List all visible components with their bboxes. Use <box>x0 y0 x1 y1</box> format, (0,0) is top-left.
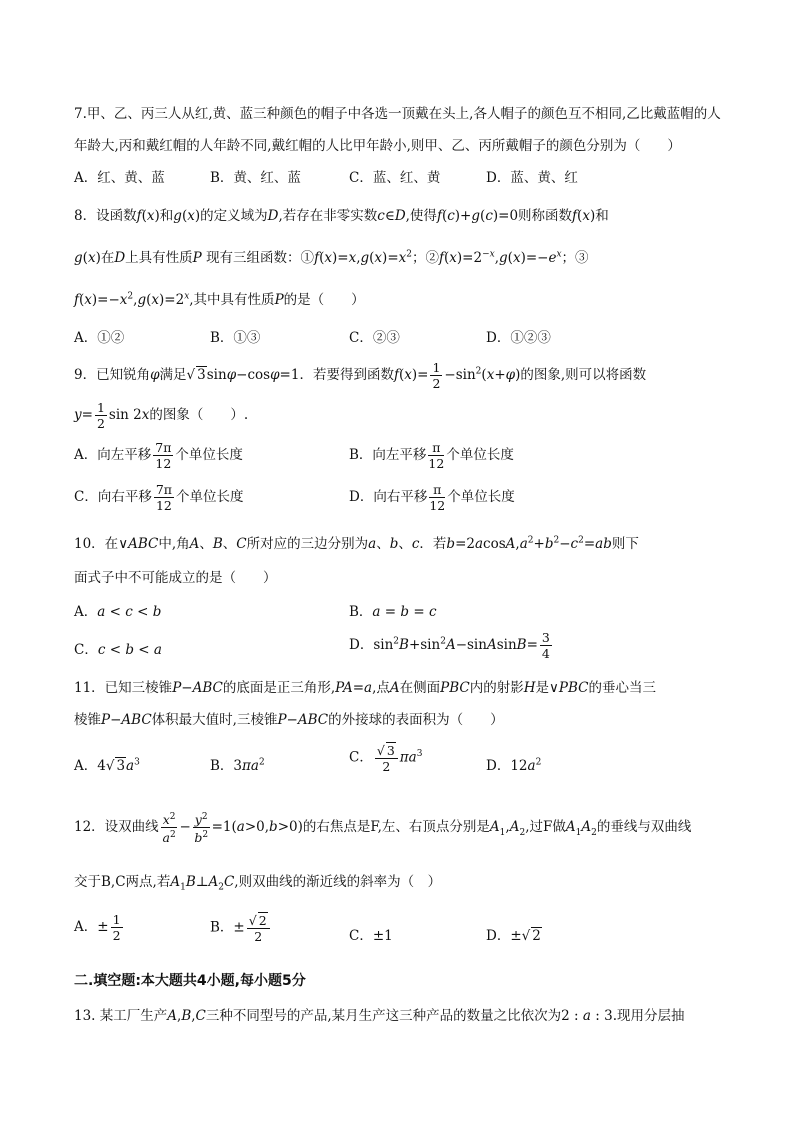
q9-option-d: D．向右平移 $\frac{\pi}{12}$ 个单位长度 <box>349 482 515 513</box>
q7-line2: 年龄大,丙和戴红帽的人年龄不同,戴红帽的人比甲年龄小,则甲、乙、丙所戴帽子的颜色分别为（ ） <box>74 138 681 154</box>
q8-option-b: B．①③ <box>210 330 261 346</box>
q11-option-c: C． $\frac{√ 3}{2}$ $\pi a^3$ <box>349 743 423 774</box>
q10-option-a: A．a < c < b <box>74 604 162 620</box>
q11-option-d: D．$12a^2$ <box>486 757 542 774</box>
q11-line2: 棱锥P−ABC体积最大值时,三棱锥P−ABC的外接球的表面积为（ ） <box>74 712 504 728</box>
q8-line2: g(x)在D上具有性质P 现有三组函数：$①f(x)=x,g(x)=x^2$；$②f(x)=2^{-x},g(x)=-e^x$；③ <box>74 249 589 266</box>
q12-line2: 交于B,C两点,若$A_1B\perp A_2C$,则双曲线的渐近线的斜率为（ ） <box>74 874 442 893</box>
q7-option-a: A．红、黄、蓝 <box>74 170 165 186</box>
q10-option-d: D．$\sin^2B+\sin^2A-sinAsinB=$ $\frac{3}{4}$ <box>349 630 550 661</box>
q12-option-a: A．± $\frac{1}{2}$ <box>74 912 121 943</box>
q7-line1: 7.甲、乙、丙三人从红,黄、蓝三种颜色的帽子中各选一顶戴在头上,各人帽子的颜色互不相同,乙比戴蓝帽的人 <box>74 106 721 122</box>
q11-option-b: B．$3\pi a^2$ <box>210 757 265 774</box>
q8-option-a: A．①② <box>74 330 125 346</box>
q11-line1: 11．已知三棱锥P−ABC的底面是正三角形,PA=a,点A在侧面PBC内的射影H是∨PBC的垂心当三 <box>74 680 657 696</box>
q12-line1: 12．设双曲线 $\frac{x^2}{a^2}$ − $\frac{y^2}{b^2}$ =1(a>0,b>0)的右焦点是F,左、右顶点分别是$A_1,A_2$,过F做$A_1A_2$的垂线与双曲线 <box>74 812 692 846</box>
section-heading: 二.填空题:本大题共4小题,每小题5分 <box>74 973 306 989</box>
q9-option-b: B．向左平移 $\frac{\pi}{12}$ 个单位长度 <box>349 440 514 471</box>
q8-line1: 8．设函数f(x)和g(x)的定义域为D,若存在非零实数c∈D,使得f(c)+g(c)=0则称函数f(x)和 <box>74 208 609 224</box>
q9-option-c: C．向右平移 $\frac{7\pi}{12}$ 个单位长度 <box>74 482 244 513</box>
q12-option-d: D．±√ 2 <box>486 928 541 944</box>
q11-option-a: A．4√ $3a^3$ <box>74 757 140 774</box>
q7-option-b: B．黄、红、蓝 <box>210 170 301 186</box>
q8-option-c: C．②③ <box>349 330 400 346</box>
q9-line1: 9．已知锐角φ满足√ 3sinφ−cosφ=1．若要得到函数f(x)= $\frac{1}{2}$ $-\sin^2(x+\varphi)$的图象,则可以将函数 <box>74 360 647 391</box>
q10-line2: 面式子中不可能成立的是（ ） <box>74 570 277 586</box>
q7-option-d: D．蓝、黄、红 <box>486 170 578 186</box>
q9-line2: y= $\frac{1}{2}$ sin 2x的图象（ ）. <box>74 400 249 431</box>
q9-option-a: A．向左平移 $\frac{7\pi}{12}$ 个单位长度 <box>74 440 243 471</box>
q10-option-b: B．a = b = c <box>349 604 437 620</box>
q13-line1: 13. 某工厂生产A,B,C三种不同型号的产品,某月生产这三种产品的数量之比依次为2 : a : 3.现用分层抽 <box>74 1008 685 1024</box>
q12-option-c: C．±1 <box>349 928 393 944</box>
q8-option-d: D．①②③ <box>486 330 551 346</box>
q10-option-c: C．c < b < a <box>74 642 162 658</box>
q10-line1: 10．在∨ABC中,角A、B、C所对应的三边分别为a、b、c．若$b=2acosA,a^2+b^2-c^2=ab$则下 <box>74 535 639 552</box>
q7-option-c: C．蓝、红、黄 <box>349 170 441 186</box>
q8-line3: $f(x)=-x^2,g(x)=2^x$,其中具有性质P的是（ ） <box>74 291 365 308</box>
q12-option-b: B．± $\frac{√ 2}{2}$ <box>210 912 272 944</box>
